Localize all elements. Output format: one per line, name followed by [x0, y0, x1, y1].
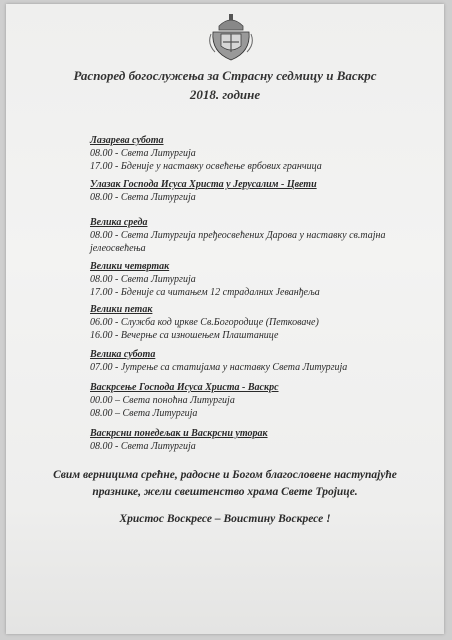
section-easter	[90, 381, 440, 420]
service-line: 06.00 - Служба код цркве Св.Богородице (Петковаче)	[90, 317, 319, 328]
section-holy-friday	[90, 303, 440, 342]
section-heading: Улазак Господа Исуса Христа у Јерусалим - Цвети	[90, 179, 317, 190]
service-line: 08.00 - Света Литургија	[90, 148, 196, 159]
section-easter-monday-tuesday	[90, 427, 440, 453]
service-line: 17.00 - Бденије у наставку освећење врбових гранчица	[90, 161, 322, 172]
schedule-year: 2018. године	[189, 87, 261, 102]
schedule-title: Распоред богослужења за Страсну седмицу и Васкрс	[73, 68, 377, 83]
service-line: јелеосвећења	[90, 243, 146, 254]
section-heading: Велика субота	[90, 349, 156, 360]
section-heading: Велики петак	[90, 304, 153, 315]
service-line: 17.00 - Бденије са читањем 12 страдалних Јеванђеља	[90, 287, 320, 298]
section-heading: Велики четвртак	[90, 261, 170, 272]
service-line: 08.00 - Света Литургија	[90, 274, 196, 285]
section-heading: Лазарева субота	[90, 135, 164, 146]
section-heading: Васкрсење Господа Исуса Христа - Васкрс	[90, 382, 279, 393]
greeting-line: празнике, жели свештенство храма Свете Тројице.	[92, 486, 358, 498]
section-holy-saturday	[90, 348, 440, 374]
service-line: 07.00 - Јутрење са статијама у наставку Света Литургија	[90, 362, 348, 373]
easter-greeting: Христос Воскресе – Воистину Воскресе !	[119, 513, 331, 525]
document-page	[6, 4, 444, 634]
section-lazarus-saturday	[90, 134, 440, 173]
section-holy-wednesday	[90, 216, 440, 255]
section-palm-sunday	[90, 178, 440, 204]
service-line: 00.00 – Света поноћна Литургија	[90, 395, 235, 406]
greeting-text	[6, 467, 444, 501]
section-heading: Велика среда	[90, 217, 148, 228]
service-line: 16.00 - Вечерње са изношењем Плаштанице	[90, 330, 279, 341]
greeting-line: Свим верницима срећне, радосне и Богом благословене наступајуће	[53, 469, 397, 481]
service-line: 08.00 – Света Литургија	[90, 408, 198, 419]
service-line: 08.00 - Света Литургија	[90, 192, 196, 203]
coat-of-arms-seal	[209, 12, 253, 62]
section-heading: Васкрсни понедељак и Васкрсни уторак	[90, 428, 268, 439]
service-line: 08.00 - Света Литургија	[90, 441, 196, 452]
service-line: 08.00 - Света Литургија пређеосвећених Дарова у наставку св.тајна	[90, 230, 386, 241]
section-holy-thursday	[90, 260, 440, 299]
